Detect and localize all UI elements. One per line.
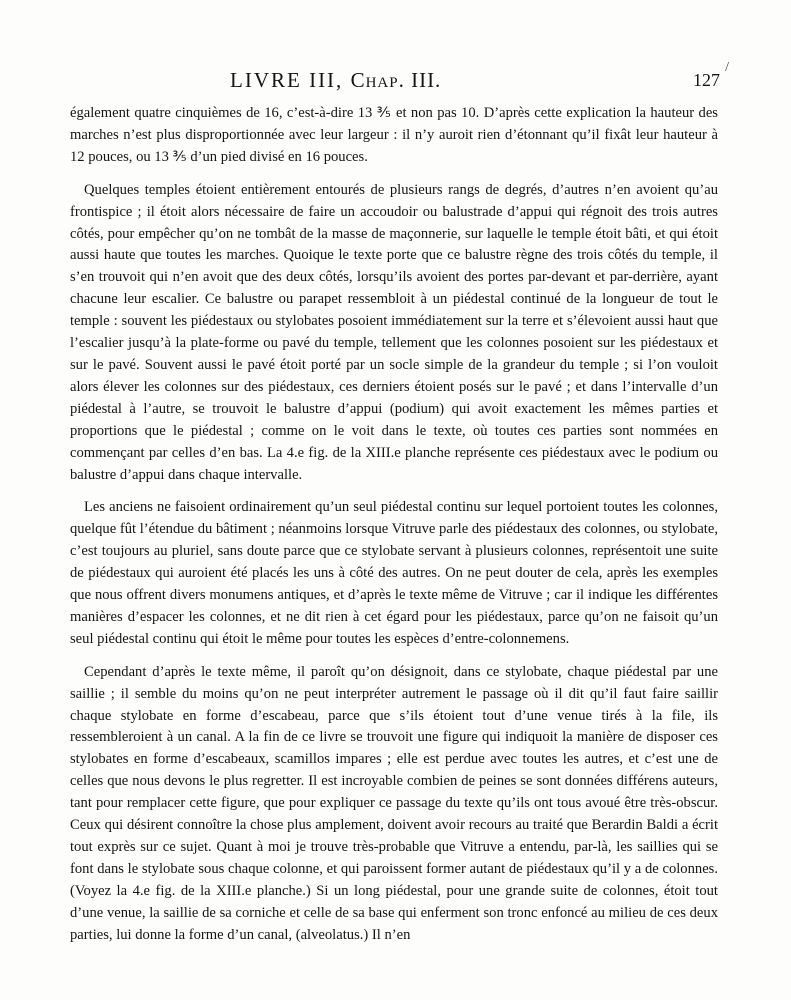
running-head — [230, 68, 441, 93]
page-number: 127 — [693, 70, 720, 90]
chapter-title: Chap. III. — [350, 68, 442, 92]
stray-mark: / — [725, 60, 729, 75]
paragraph-continuation: également quatre cinquièmes de 16, c’est-à-dire 13 ⅗ et non pas 10. D’après cette explication la hauteur des marches n’est plus disproportionnée avec leur largeur : il n’y auroit rien d’étonnant qu’il fixât leur hauteur à 12 pouces, ou 13 ⅗ d’un pied divisé en 16 pouces. — [70, 105, 718, 165]
page-header — [70, 68, 720, 98]
book-title: LIVRE III, — [230, 68, 344, 92]
body-text — [70, 103, 718, 958]
paragraph-temples: Quelques temples étoient entièrement entourés de plusieurs rangs de degrés, d’autres n’en avoient qu’au frontispice ; il étoit alors nécessaire de faire un accoudoir ou balustrade d’appui qui régnoit des trois autres côtés, pour empêcher qu’on ne tombât de la masse de maçonnerie, sur laquelle le temple étoit bâti, et qui étoit aussi haute que toutes les marches. Quoique le texte porte que ce balustre règne des trois côtés du temple, il s’en trouvoit qui n’en avoit que des deux côtés, lorsqu’ils avoient des portes par-devant et par-derrière, ayant chacune leur escalier. Ce balustre ou parapet ressembloit à un piédestal continué de la longueur de tout le temple : souvent les piédestaux ou stylobates posoient immédiatement sur la terre et s’élevoient aussi haut que l’escalier jusqu’à la plate-forme ou pavé du temple, tellement que les colonnes posoient sur les piédestaux et sur le pavé. Souvent aussi le pavé étoit porté par un socle simple de la grandeur du temple ; si l’on vouloit alors élever les colonnes sur des piédestaux, ces derniers étoient posés sur le pavé ; et dans l’intervalle d’un piédestal à l’autre, se trouvoit le balustre d’appui (podium) qui avoit exactement les mêmes parties et proportions que le piédestal ; comme on le voit dans le texte, où toutes ces parties sont nommées en commençant par celles d’en bas. La 4.e fig. de la XIII.e planche représente ces piédestaux avec le podium ou balustre d’appui dans chaque intervalle. — [70, 181, 718, 483]
paragraph-piedestal: Les anciens ne faisoient ordinairement qu’un seul piédestal continu sur lequel portoient toutes les colonnes, quelque fût l’étendue du bâtiment ; néanmoins lorsque Vitruve parle des piédestaux des colonnes, ou stylobate, c’est toujours au pluriel, sans doute parce que ce stylobate servant à plusieurs colonnes, représentoit une suite de piédestaux qui auroient été placés les uns à côté des autres. On ne peut douter de cela, après les exemples que nous offrent divers monumens antiques, et d’après le texte même de Vitruve ; car il indique les différentes manières d’espacer les colonnes, et ne dit rien à cet égard pour les piédestaux, parce qu’on ne faisoit qu’un seul piédestal continu qui étoit le même pour toutes les espèces d’entre-colonnemens. — [70, 499, 718, 647]
paragraph-stylobate: Cependant d’après le texte même, il paroît qu’on désignoit, dans ce stylobate, chaque piédestal par une saillie ; il semble du moins qu’on ne peut interpréter autrement le passage où il dit qu’il faut faire saillir chaque stylobate en forme d’escabeau, parce que s’ils étoient tout d’une venue tirés à la file, ils ressembleroient à un canal. A la fin de ce livre se trouvoit une figure qui indiquoit la manière de disposer ces stylobates en forme d’escabeaux, scamillos impares ; elle est perdue avec toutes les autres, et c’est une de celles que nous devons le plus regretter. Il est incroyable combien de peines se sont données différens auteurs, tant pour remplacer cette figure, que pour expliquer ce passage du texte qu’ils ont tous avoué être très-obscur. Ceux qui désirent connoître la chose plus amplement, doivent avoir recours au traité que Berardin Baldi a écrit tout exprès sur ce sujet. Quant à moi je trouve très-probable que Vitruve a entendu, par-là, les saillies qui se font dans le stylobate sous chaque colonne, et qui paroissent former autant de piédestaux qu’il y a de colonnes. (Voyez la 4.e fig. de la XIII.e planche.) Si un long piédestal, pour une grande suite de colonnes, étoit tout d’une venue, la saillie de sa corniche et celle de sa base qui enferment son tronc enfoncé au milieu de ces deux parties, lui donne la forme d’un canal, (alveolatus.) Il n’en — [70, 663, 718, 943]
